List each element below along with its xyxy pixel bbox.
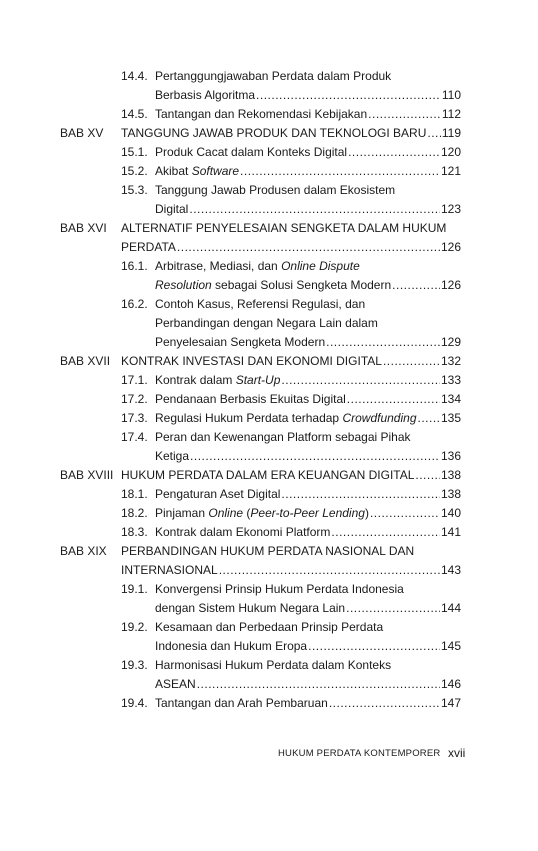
entry-number: 17.4.: [121, 430, 148, 444]
toc-chapter-xv[interactable]: [121, 124, 461, 143]
dot-leader: [427, 124, 440, 143]
chapter-label: BAB XVII: [60, 354, 111, 368]
entry-title: Produk Cacat dalam Konteks Digital: [155, 145, 348, 159]
page-number: 147: [440, 696, 461, 710]
dot-leader: [415, 466, 440, 485]
page-number: 136: [440, 449, 461, 463]
dot-leader: [281, 485, 440, 504]
dot-leader: [383, 352, 440, 371]
running-footer-title: HUKUM PERDATA KONTEMPORER: [278, 748, 441, 759]
toc-chapter-xvi[interactable]: [121, 238, 461, 257]
page-number: 133: [440, 373, 461, 387]
toc-entry-18-1[interactable]: [155, 485, 461, 504]
entry-number: 18.1.: [121, 487, 148, 501]
entry-title: Tantangan dan Arah Pembaruan: [155, 696, 328, 710]
toc-entry-17-2[interactable]: [155, 390, 461, 409]
entry-title: Pendanaan Berbasis Ekuitas Digital: [155, 392, 346, 406]
toc-entry-16-1[interactable]: [155, 276, 461, 295]
toc-entry-16-2[interactable]: [155, 333, 461, 352]
page-number: 112: [441, 107, 461, 121]
entry-title: Tantangan dan Rekomendasi Kebijakan: [155, 107, 368, 121]
dot-leader: [281, 371, 440, 390]
entry-number: 14.5.: [121, 107, 148, 121]
toc-entry-17-4[interactable]: [155, 447, 461, 466]
page-number: 145: [440, 639, 461, 653]
entry-number: 16.1.: [121, 259, 148, 273]
page-number: 138: [440, 468, 461, 482]
entry-title-cont: ASEAN: [155, 677, 196, 691]
page-number: 120: [440, 145, 461, 159]
entry-title: Kesamaan dan Perbedaan Prinsip Perdata: [155, 620, 384, 634]
chapter-title: KONTRAK INVESTASI DAN EKONOMI DIGITAL: [121, 354, 382, 368]
toc-entry-19-4[interactable]: [155, 694, 461, 713]
page-number: 143: [440, 563, 461, 577]
entry-title-cont: Berbasis Algoritma: [155, 88, 256, 102]
toc-entry-14-5[interactable]: [155, 105, 461, 124]
dot-leader: [331, 523, 440, 542]
entry-title: Tanggung Jawab Produsen dalam Ekosistem: [155, 183, 396, 197]
entry-number: 15.3.: [121, 183, 148, 197]
entry-number: 17.2.: [121, 392, 148, 406]
entry-number: 19.1.: [121, 582, 148, 596]
entry-title: Pertanggungjawaban Perdata dalam Produk: [155, 69, 392, 83]
dot-leader: [326, 333, 440, 352]
toc-chapter-xviii[interactable]: [121, 466, 461, 485]
entry-number: 17.1.: [121, 373, 148, 387]
entry-title: Pinjaman Online (Peer-to-Peer Lending): [155, 506, 369, 520]
dot-leader: [329, 694, 440, 713]
entry-title-cont: Resolution sebagai Solusi Sengketa Modern: [155, 278, 392, 292]
entry-title: Arbitrase, Mediasi, dan Online Dispute: [155, 259, 360, 273]
page-number: 121: [440, 164, 461, 178]
dot-leader: [348, 143, 440, 162]
entry-title: Harmonisasi Hukum Perdata dalam Konteks: [155, 658, 392, 672]
page-number: 132: [440, 354, 461, 368]
entry-title: Contoh Kasus, Referensi Regulasi, dan: [155, 297, 366, 311]
entry-title: Regulasi Hukum Perdata terhadap Crowdfunding: [155, 411, 417, 425]
chapter-title: HUKUM PERDATA DALAM ERA KEUANGAN DIGITAL: [121, 468, 415, 482]
chapter-title-cont: INTERNASIONAL: [121, 563, 218, 577]
dot-leader: [219, 561, 440, 580]
entry-number: 14.4.: [121, 69, 148, 83]
dot-leader: [346, 599, 440, 618]
chapter-title: TANGGUNG JAWAB PRODUK DAN TEKNOLOGI BARU: [121, 126, 427, 140]
entry-title-cont: Digital: [155, 202, 189, 216]
toc-entry-15-1[interactable]: [155, 143, 461, 162]
dot-leader: [418, 409, 440, 428]
entry-number: 19.3.: [121, 658, 148, 672]
toc-chapter-xvii[interactable]: [121, 352, 461, 371]
page-number: 123: [440, 202, 461, 216]
toc-entry-19-3[interactable]: [155, 675, 461, 694]
entry-title-cont: Penyelesaian Sengketa Modern: [155, 335, 326, 349]
entry-title: Peran dan Kewenangan Platform sebagai Pihak: [155, 430, 411, 444]
dot-leader: [256, 86, 441, 105]
entry-number: 15.2.: [121, 164, 148, 178]
entry-title: Pengaturan Aset Digital: [155, 487, 281, 501]
toc-entry-17-3[interactable]: [155, 409, 461, 428]
entry-number: 16.2.: [121, 297, 148, 311]
entry-title: Kontrak dalam Start-Up: [155, 373, 281, 387]
toc-entry-14-4[interactable]: [155, 86, 461, 105]
toc-entry-18-3[interactable]: [155, 523, 461, 542]
chapter-label: BAB XIX: [60, 544, 107, 558]
entry-title: Konvergensi Prinsip Hukum Perdata Indonesia: [155, 582, 404, 596]
entry-title: Akibat Software: [155, 164, 240, 178]
page-number: 140: [440, 506, 461, 520]
entry-number: 19.2.: [121, 620, 148, 634]
page-number: 126: [440, 278, 461, 292]
page-number: 138: [440, 487, 461, 501]
dot-leader: [308, 637, 440, 656]
toc-entry-15-3[interactable]: [155, 200, 461, 219]
dot-leader: [189, 200, 440, 219]
page-number: 119: [441, 126, 461, 140]
dot-leader: [190, 447, 440, 466]
entry-title-cont: Ketiga: [155, 449, 190, 463]
entry-number: 19.4.: [121, 696, 148, 710]
dot-leader: [177, 238, 440, 257]
folio-page-number: xvii: [448, 746, 466, 760]
entry-title-cont: dengan Sistem Hukum Negara Lain: [155, 601, 346, 615]
entry-title-cont: Indonesia dan Hukum Eropa: [155, 639, 308, 653]
toc-entry-17-1[interactable]: [155, 371, 461, 390]
page-number: 146: [440, 677, 461, 691]
toc-chapter-xix[interactable]: [121, 561, 461, 580]
chapter-label: BAB XVI: [60, 221, 107, 235]
dot-leader: [240, 162, 440, 181]
page-number: 126: [440, 240, 461, 254]
chapter-title: ALTERNATIF PENYELESAIAN SENGKETA DALAM HUKUM: [121, 221, 447, 235]
page-number: 135: [440, 411, 461, 425]
page-number: 134: [440, 392, 461, 406]
dot-leader: [392, 276, 440, 295]
chapter-label: BAB XV: [60, 126, 104, 140]
entry-number: 17.3.: [121, 411, 148, 425]
dot-leader: [370, 504, 440, 523]
toc-entry-18-2[interactable]: [155, 504, 461, 523]
page-number: 110: [441, 88, 461, 102]
chapter-title-cont: PERDATA: [121, 240, 176, 254]
toc-entry-15-2[interactable]: [155, 162, 461, 181]
entry-number: 18.2.: [121, 506, 148, 520]
page-number: 144: [440, 601, 461, 615]
toc-entry-19-1[interactable]: [155, 599, 461, 618]
entry-number: 18.3.: [121, 525, 148, 539]
dot-leader: [368, 105, 441, 124]
dot-leader: [347, 390, 440, 409]
toc-entry-19-2[interactable]: [155, 637, 461, 656]
dot-leader: [197, 675, 440, 694]
page-number: 129: [440, 335, 461, 349]
entry-title-cont: Perbandingan dengan Negara Lain dalam: [155, 316, 378, 330]
chapter-label: BAB XVIII: [60, 468, 114, 482]
entry-title: Kontrak dalam Ekonomi Platform: [155, 525, 331, 539]
chapter-title: PERBANDINGAN HUKUM PERDATA NASIONAL DAN: [121, 544, 415, 558]
entry-number: 15.1.: [121, 145, 148, 159]
page-number: 141: [440, 525, 461, 539]
